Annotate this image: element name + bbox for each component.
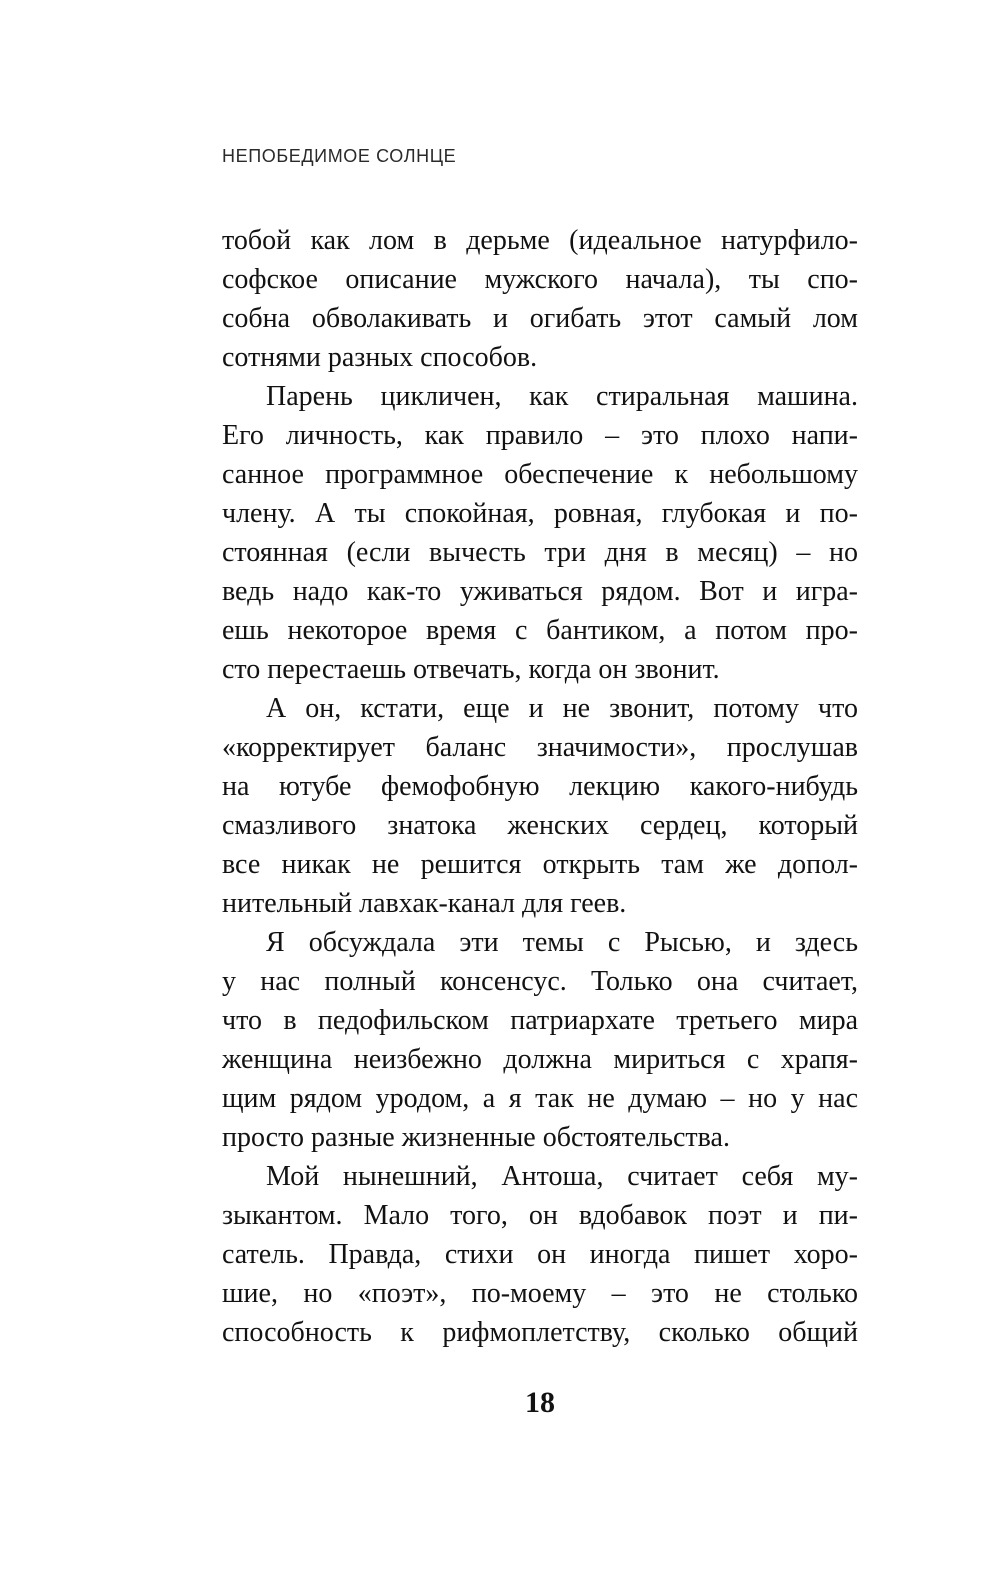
text-line: щим рядом уродом, а я так не думаю – но у нас [222,1083,858,1114]
paragraph [222,689,858,923]
text-line: Парень цикличен, как стиральная машина. [266,381,858,412]
text-line: санное программное обеспечение к небольшому [222,459,858,490]
page-number: 18 [525,1386,555,1419]
paragraph [222,1157,858,1352]
body-text [222,221,858,1352]
text-line: собна обволакивать и огибать этот самый лом [222,303,858,334]
text-line: у нас полный консенсус. Только она считает, [222,966,858,997]
text-line: смазливого знатока женских сердец, который [222,810,858,841]
text-line: софское описание мужского начала), ты спо- [222,264,858,295]
text-line: сатель. Правда, стихи он иногда пишет хоро- [222,1239,858,1270]
text-line: «корректирует баланс значимости», прослушав [222,732,858,763]
text-line: Я обсуждала эти темы с Рысью, и здесь [266,927,858,958]
paragraph [222,923,858,1157]
text-line: члену. А ты спокойная, ровная, глубокая и по- [222,498,858,529]
text-line: нительный лавхак-канал для геев. [222,888,627,919]
text-line: А он, кстати, еще и не звонит, потому что [266,693,858,724]
text-line: сотнями разных способов. [222,342,538,373]
text-line: тобой как лом в дерьме (идеальное натурфило- [222,225,858,256]
text-line: на ютубе фемофобную лекцию какого-нибудь [222,771,858,802]
text-line: женщина неизбежно должна мириться с храпя- [222,1044,858,1075]
text-line: ведь надо как-то уживаться рядом. Вот и игра- [222,576,858,607]
text-line: Его личность, как правило – это плохо напи- [222,420,858,451]
text-line: сто перестаешь отвечать, когда он звонит. [222,654,720,685]
text-line: зыкантом. Мало того, он вдобавок поэт и пи- [222,1200,858,1231]
text-line: способность к рифмоплетству, сколько общий [222,1317,858,1348]
text-line: шие, но «поэт», по-моему – это не столько [222,1278,858,1309]
text-line: Мой нынешний, Антоша, считает себя му- [266,1161,858,1192]
paragraph [222,221,858,377]
paragraph [222,377,858,689]
text-line: ешь некоторое время с бантиком, а потом про- [222,615,858,646]
text-line: просто разные жизненные обстоятельства. [222,1122,730,1153]
text-line: что в педофильском патриархате третьего мира [222,1005,858,1036]
text-line: стоянная (если вычесть три дня в месяц) – но [222,537,858,568]
text-line: все никак не решится открыть там же допол- [222,849,858,880]
running-header: НЕПОБЕДИМОЕ СОЛНЦЕ [222,146,457,166]
